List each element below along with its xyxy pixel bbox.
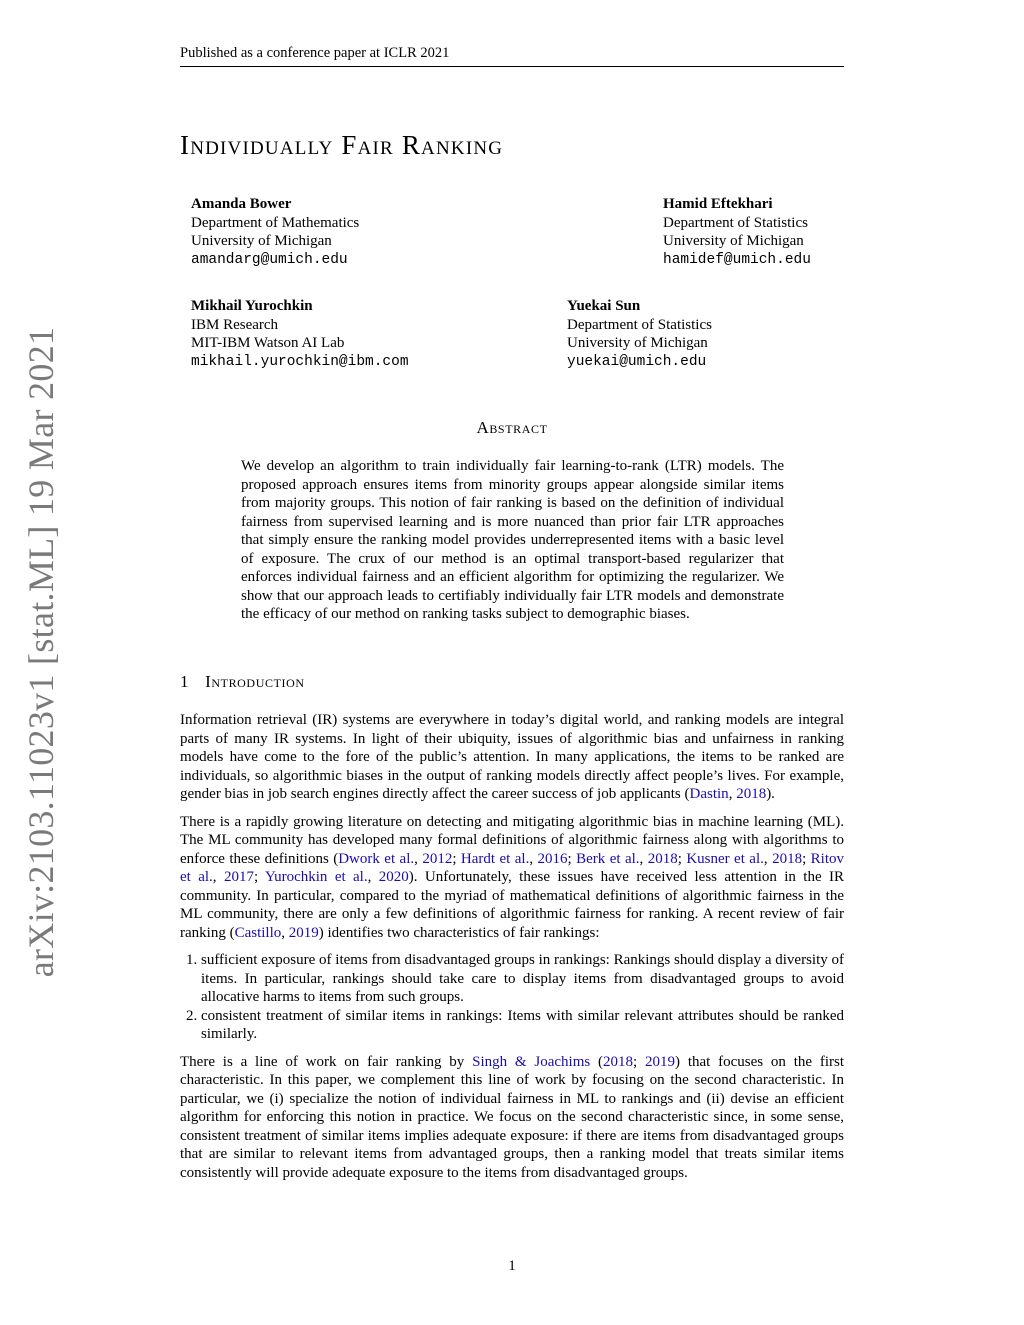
author-email[interactable]: yuekai@umich.edu xyxy=(567,353,707,370)
author-block xyxy=(663,195,811,269)
list-item: 2. consistent treatment of similar items in rankings: Items with similar relevant attributes should be ranked similarly. xyxy=(201,1007,844,1044)
running-header: Published as a conference paper at ICLR 2021 xyxy=(180,45,844,67)
author-name: Amanda Bower xyxy=(191,196,292,212)
citation-link[interactable]: 2016 xyxy=(537,850,568,867)
citation-link[interactable]: Singh & Joachims xyxy=(472,1053,591,1070)
paragraph: There is a line of work on fair ranking by Singh & Joachims (2018; 2019) that focuses on the first characteristic. In this paper, we complement this line of work by focusing on the second characteristic. In particular, we (i) specialize the notion of individual fairness in ML to rankings and (ii) devise an efficient algorithm for enforcing this notion in practice. We focus on the second characteristic since, in some sense, consistent treatment of similar items implies adequate exposure: if there are items from disadvantaged groups that are similar to relevant items from advantaged groups, then a ranking model that treats similar items consistently will provide adequate exposure to the items from disadvantaged groups. xyxy=(180,1053,845,1181)
citation-link[interactable]: 2018 xyxy=(603,1053,634,1070)
citation-link[interactable]: 2019 xyxy=(645,1053,676,1070)
paragraph: Information retrieval (IR) systems are everywhere in today’s digital world, and ranking models are integral parts of many IR systems. In light of their ubiquity, issues of algorithmic bias and unfairness in ranking models have come to the fore of the public’s attention. In many applications, the items to be ranked are individuals, so algorithmic biases in the output of ranking models directly affect people’s lives. For example, gender bias in job search engines directly affect the career success of job applicants (Dastin, 2018). xyxy=(180,712,844,802)
author-affiliation: University of Michigan xyxy=(663,233,804,249)
author-block xyxy=(191,297,409,371)
citation-link[interactable]: Dastin xyxy=(689,786,729,802)
citation-link[interactable]: Castillo xyxy=(234,924,282,941)
author-affiliation: IBM Research xyxy=(191,316,279,333)
citation-link[interactable]: Dwork et al. xyxy=(338,850,415,867)
author-name: Mikhail Yurochkin xyxy=(191,298,313,314)
author-affiliation: University of Michigan xyxy=(191,233,332,249)
arxiv-identifier[interactable]: arXiv:2103.11023v1 [stat.ML] 19 Mar 2021 xyxy=(21,326,61,978)
section-body xyxy=(180,711,844,1191)
paragraph: There is a rapidly growing literature on detecting and mitigating algorithmic bias in machine learning (ML). The ML community has developed many formal definitions of algorithmic fairness along with algorithms to enforce these definitions (Dwork et al., 2012; Hardt et al., 2016; Berk et al., 2018; Kusner et al., 2018; Ritov et al., 2017; Yurochkin et al., 2020). Unfortunately, these issues have received less attention in the IR community. In particular, compared to the myriad of mathematical definitions of algorithmic fairness in the ML community, there are only a few definitions of algorithmic fairness for ranking. A recent review of fair ranking (Castillo, 2019) identifies two characteristics of fair rankings: xyxy=(180,813,845,941)
numbered-list xyxy=(180,951,844,1044)
citation-link[interactable]: Yurochkin et al. xyxy=(264,869,368,885)
citation-link[interactable]: 2012 xyxy=(422,850,453,867)
citation-link[interactable]: 2018 xyxy=(736,786,767,802)
author-block xyxy=(567,297,712,371)
paper-title: Individually Fair Ranking xyxy=(180,130,504,160)
author-affiliation: Department of Statistics xyxy=(567,316,712,333)
list-item: 1. sufficient exposure of items from disadvantaged groups in rankings: Rankings should display a diversity of items. In particular, rankings should take care to display items from disadvantaged groups to avoid allocative harms to items from such groups. xyxy=(201,951,844,1007)
citation-link[interactable]: Berk et al. xyxy=(576,850,640,867)
author-email[interactable]: amandarg@umich.edu xyxy=(191,251,348,268)
citation-link[interactable]: 2018 xyxy=(647,850,678,867)
section-number: 1 xyxy=(180,672,190,691)
section-title: Introduction xyxy=(205,672,305,691)
author-affiliation: Department of Statistics xyxy=(663,214,808,231)
citation-link[interactable]: 2020 xyxy=(378,869,409,885)
citation-link[interactable]: Kusner et al. xyxy=(686,850,764,867)
author-affiliation: University of Michigan xyxy=(567,335,708,351)
author-name: Hamid Eftekhari xyxy=(663,196,773,212)
page-number: 1 xyxy=(508,1258,516,1274)
citation-link[interactable]: 2018 xyxy=(772,850,803,867)
abstract-text: We develop an algorithm to train individually fair learning-to-rank (LTR) models. The proposed approach ensures items from minority groups appear alongside similar items from majority groups. This notion of fair ranking is based on the definition of individual fairness from supervised learning and is more nuanced than prior fair LTR approaches that simply ensure the ranking model provides underrepresented items with a basic level of exposure. The crux of our method is an optimal transport-based regularizer that enforces individual fairness and an efficient algorithm for optimizing the regularizer. We show that our approach leads to certifiably individually fair LTR models and demonstrate the efficacy of our method on ranking tasks subject to demographic biases. xyxy=(241,458,784,622)
author-affiliation: Department of Mathematics xyxy=(191,214,360,231)
citation-link[interactable]: 2017 xyxy=(223,869,254,885)
citation-link[interactable]: 2019 xyxy=(288,924,319,941)
citation-link[interactable]: Hardt et al. xyxy=(460,850,530,867)
author-email[interactable]: hamidef@umich.edu xyxy=(663,251,811,268)
section-heading xyxy=(180,672,305,692)
author-email[interactable]: mikhail.yurochkin@ibm.com xyxy=(191,353,409,370)
author-name: Yuekai Sun xyxy=(567,298,641,314)
abstract-heading: Abstract xyxy=(476,418,548,437)
author-block xyxy=(191,195,359,269)
citation-link[interactable]: Ritov et al. xyxy=(180,850,845,885)
author-affiliation: MIT-IBM Watson AI Lab xyxy=(191,335,345,351)
